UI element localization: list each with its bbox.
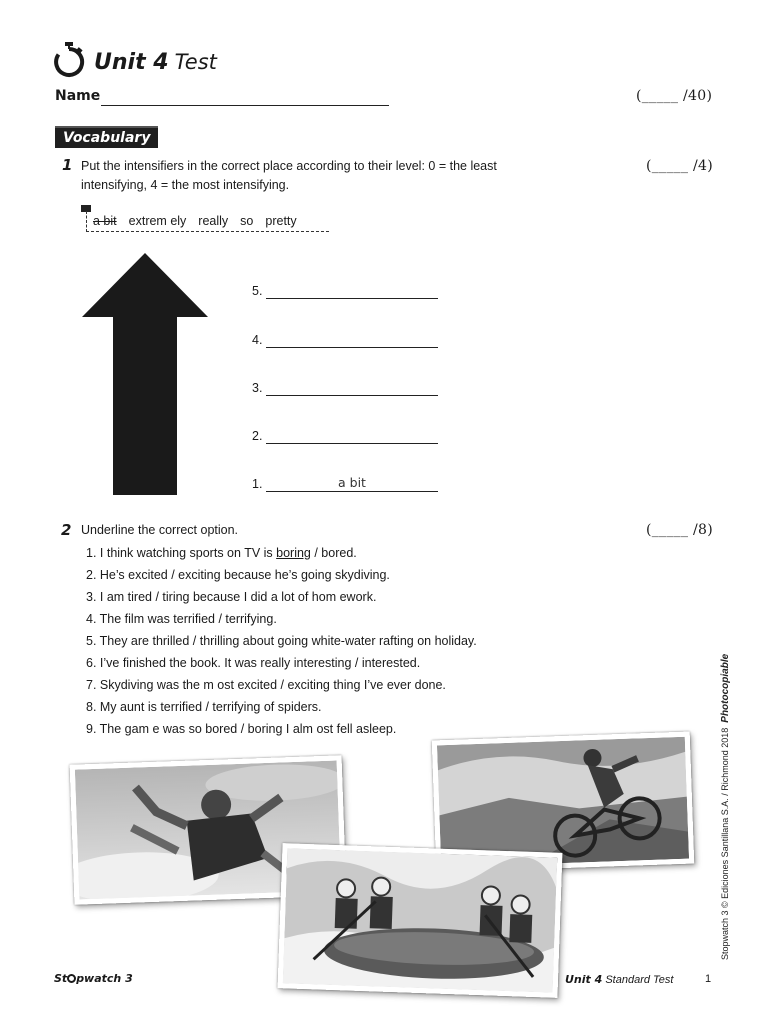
answer-line-number: 1. xyxy=(252,477,263,491)
question-2-number: 2 xyxy=(61,521,72,539)
list-item xyxy=(86,696,477,718)
item-text: 4. The film was terrified / terrifying. xyxy=(86,612,277,626)
item-text: 8. My aunt is terrified / terrifying of spiders. xyxy=(86,700,322,714)
answer-line-number: 3. xyxy=(252,381,263,395)
list-item xyxy=(86,718,477,740)
item-text: 1. I think watching sports on TV is xyxy=(86,546,277,560)
item-text: 7. Skydiving was the m ost excited / exciting thing I’ve ever done. xyxy=(86,678,446,692)
answer-line-number: 4. xyxy=(252,333,263,347)
answer-text: a bit xyxy=(338,475,366,490)
section-label-vocabulary: Vocabulary xyxy=(55,126,158,148)
item-underlined: boring xyxy=(276,546,311,560)
photo-rafting xyxy=(278,843,563,998)
up-arrow-icon xyxy=(82,253,208,495)
test-title: Test xyxy=(174,50,217,74)
answer-line-5 xyxy=(252,284,442,302)
word-really: really xyxy=(198,214,229,228)
question-1-text xyxy=(81,157,497,195)
list-item xyxy=(86,586,477,608)
brand-text: St xyxy=(54,972,68,985)
list-item xyxy=(86,652,477,674)
item-text: 9. The gam e was so bored / boring I alm ost fell asleep. xyxy=(86,722,397,736)
answer-line-4 xyxy=(252,333,442,351)
question-2-items xyxy=(86,542,477,740)
item-text: 6. I’ve finished the book. It was really interesting / interested. xyxy=(86,656,421,670)
answer-line-1 xyxy=(252,477,442,495)
name-label: Name xyxy=(55,88,101,104)
answer-blank[interactable] xyxy=(266,298,438,299)
item-text: 5. They are thrilled / thrilling about going white-water rafting on holiday. xyxy=(86,634,477,648)
stopwatch-o-icon xyxy=(67,974,76,983)
answer-line-number: 2. xyxy=(252,429,263,443)
answer-blank[interactable] xyxy=(266,443,438,444)
question-1-line-2: intensifying, 4 = the most intensifying. xyxy=(81,178,290,192)
answer-line-2 xyxy=(252,429,442,447)
list-item xyxy=(86,674,477,696)
footer-unit: Unit 4 xyxy=(565,973,603,986)
question-1-number: 1 xyxy=(62,156,73,174)
list-item xyxy=(86,630,477,652)
question-2-score: (_____ /8) xyxy=(646,522,713,538)
word-extremely: extrem ely xyxy=(128,214,187,228)
page-number: 1 xyxy=(705,973,712,985)
unit-title: Unit 4 xyxy=(94,49,169,75)
question-2-text: Underline the correct option. xyxy=(81,523,239,537)
item-text: 3. I am tired / tiring because I did a lot of hom ework. xyxy=(86,590,377,604)
item-text: 2. He’s excited / exciting because he’s going skydiving. xyxy=(86,568,390,582)
word-a-bit: a bit xyxy=(93,214,117,228)
page-title xyxy=(52,42,217,82)
footer-brand xyxy=(54,972,133,985)
footer-test: Standard Test xyxy=(605,974,674,986)
total-score: (_____ /40) xyxy=(636,88,713,104)
item-text: / bored. xyxy=(310,546,357,560)
answer-blank[interactable] xyxy=(266,347,438,348)
word-so: so xyxy=(240,214,254,228)
question-1-line-1: Put the intensifiers in the correct place according to their level: 0 = the least xyxy=(81,159,497,173)
photocopiable-label: Photocopiable xyxy=(720,653,731,723)
stopwatch-icon xyxy=(52,42,86,83)
copyright-text: Stopwatch 3 © Ediciones Santillana S.A. / Richmond 2018 xyxy=(720,727,730,960)
answer-line-number: 5. xyxy=(252,284,263,298)
name-field[interactable] xyxy=(101,105,389,106)
footer-test-label xyxy=(565,973,673,986)
list-item xyxy=(86,608,477,630)
word-pretty: pretty xyxy=(265,214,297,228)
answer-line-3 xyxy=(252,381,442,399)
question-1-score: (_____ /4) xyxy=(646,158,713,174)
list-item xyxy=(86,542,477,564)
copyright-notice xyxy=(720,654,731,960)
answer-blank[interactable] xyxy=(266,395,438,396)
name-row xyxy=(55,88,715,110)
brand-text: pwatch 3 xyxy=(76,972,133,985)
list-item xyxy=(86,564,477,586)
answer-blank[interactable] xyxy=(266,491,438,492)
word-box xyxy=(86,211,329,232)
